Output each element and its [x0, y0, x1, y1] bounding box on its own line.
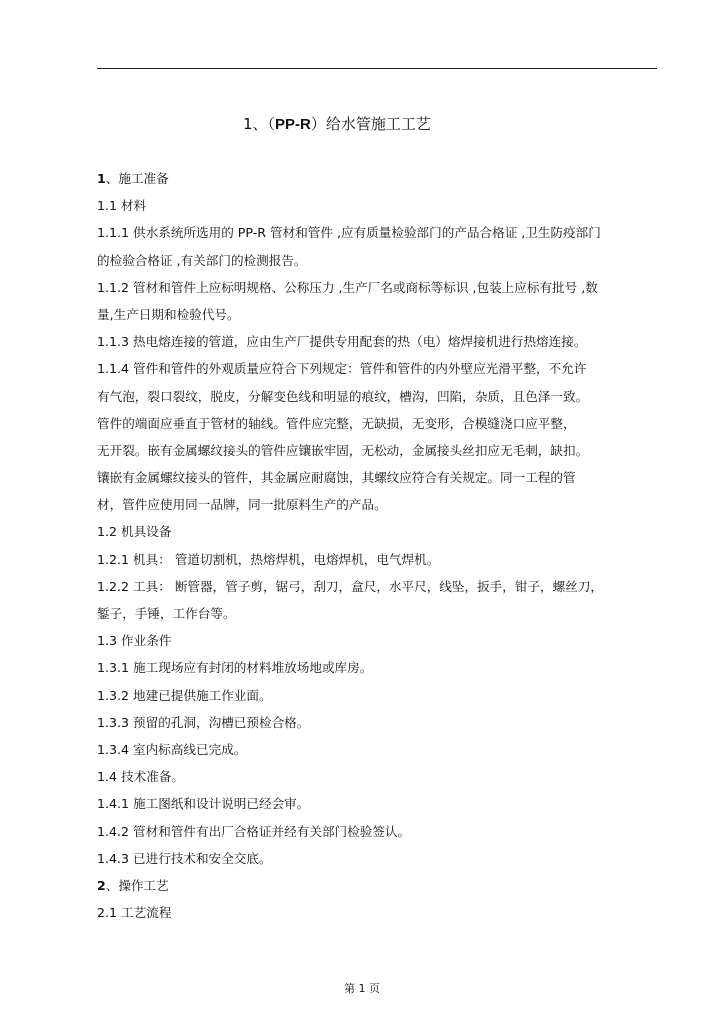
text-line: [97, 165, 662, 192]
text-line: [97, 491, 662, 518]
line-text: 1.1.3 热电熔连接的管道，应由生产厂提供专用配套的热（电）熔焊接机进行热熔连接。: [97, 334, 587, 350]
line-text: 管件的端面应垂直于管材的轴线。管件应完整，无缺损，无变形，合模缝浇口应平整，: [97, 415, 576, 431]
line-text: 1.2.1 机具： 管道切割机，热熔焊机，电熔焊机，电气焊机。: [97, 551, 440, 567]
line-text: 1.1 材料: [97, 198, 147, 214]
text-line: [97, 410, 662, 437]
text-line: [97, 790, 662, 817]
text-line: [97, 301, 662, 328]
line-text: 1.3.3 预留的孔洞，沟槽已预检合格。: [97, 714, 310, 730]
section-number: 1: [97, 171, 106, 186]
text-line: [97, 627, 662, 654]
line-text: 、操作工艺: [105, 877, 169, 893]
line-text: 1.1.2 管材和管件上应标明规格、公称压力 ,生产厂名或商标等标识 ,包装上应标有批号 ,数: [97, 279, 598, 295]
line-text: 1.3.4 室内标高线已完成。: [97, 741, 247, 757]
line-text: 1.2 机具设备: [97, 524, 172, 540]
document-body: [97, 165, 662, 926]
header-rule: [97, 68, 657, 69]
line-text: 錾子，手锤，工作台等。: [97, 606, 236, 621]
text-line: [97, 654, 662, 681]
text-line: [97, 355, 662, 382]
text-line: [97, 328, 662, 355]
text-line: [97, 518, 662, 545]
line-text: 1.4.1 施工图纸和设计说明已经会审。: [97, 796, 310, 812]
text-line: [97, 274, 662, 301]
title-suffix: ）给水管施工工艺: [310, 115, 431, 133]
document-title: [243, 114, 431, 135]
text-line: [97, 709, 662, 736]
section-number: 2: [97, 877, 106, 893]
text-line: [97, 600, 662, 627]
line-text: 有气泡，裂口裂纹，脱皮，分解变色线和明显的痕纹，槽沟，凹陷，杂质，且色泽一致。: [97, 388, 589, 404]
line-text: 1.1.1 供水系统所选用的 PP-R 管材和管件 ,应有质量检验部门的产品合格证 ,卫生防疫部门: [97, 225, 601, 241]
text-line: [97, 682, 662, 709]
text-line: [97, 845, 662, 872]
text-line: [97, 219, 662, 246]
line-text: 无开裂。嵌有金属螺纹接头的管件应镶嵌牢固，无松动，金属接头丝扣应无毛刺，缺扣。: [97, 442, 589, 458]
line-text: 、施工准备: [105, 171, 169, 186]
line-text: 的检验合格证 ,有关部门的检测报告。: [97, 252, 307, 268]
text-line: [97, 899, 662, 926]
line-text: 1.2.2 工具： 断管器，管子剪，锯弓，刮刀，盒尺，水平尺，线坠，扳手，钳子，螺丝刀，: [97, 578, 604, 594]
text-line: [97, 437, 662, 464]
text-line: [97, 736, 662, 763]
text-line: [97, 383, 662, 410]
line-text: 1.4.2 管材和管件有出厂合格证并经有关部门检验签认。: [97, 823, 411, 839]
text-line: [97, 546, 662, 573]
text-line: [97, 763, 662, 790]
text-line: [97, 464, 662, 491]
line-text: 材，管件应使用同一品牌，同一批原料生产的产品。: [97, 497, 387, 513]
line-text: 量,生产日期和检验代号。: [97, 306, 240, 322]
line-text: 1.3.2 地建已提供施工作业面。: [97, 687, 272, 703]
line-text: 1.4 技术准备。: [97, 769, 185, 785]
text-line: [97, 247, 662, 274]
text-line: [97, 573, 662, 600]
page-number: 第 1 页: [344, 982, 380, 995]
title-code: PP-R: [275, 116, 311, 133]
line-text: 1.3.1 施工现场应有封闭的材料堆放场地或库房。: [97, 660, 373, 676]
line-text: 1.4.3 已进行技术和安全交底。: [97, 850, 272, 866]
title-prefix: 1、（: [243, 115, 276, 133]
text-line: [97, 818, 662, 845]
line-text: 镶嵌有金属螺纹接头的管件，其金属应耐腐蚀，其螺纹应符合有关规定。同一工程的管: [97, 470, 576, 486]
line-text: 1.3 作业条件: [97, 633, 172, 649]
text-line: [97, 192, 662, 219]
line-text: 2.1 工艺流程: [97, 905, 172, 921]
text-line: [97, 872, 662, 899]
line-text: 1.1.4 管件和管件的外观质量应符合下列规定：管件和管件的内外壁应光滑平整，不允许: [97, 361, 587, 377]
